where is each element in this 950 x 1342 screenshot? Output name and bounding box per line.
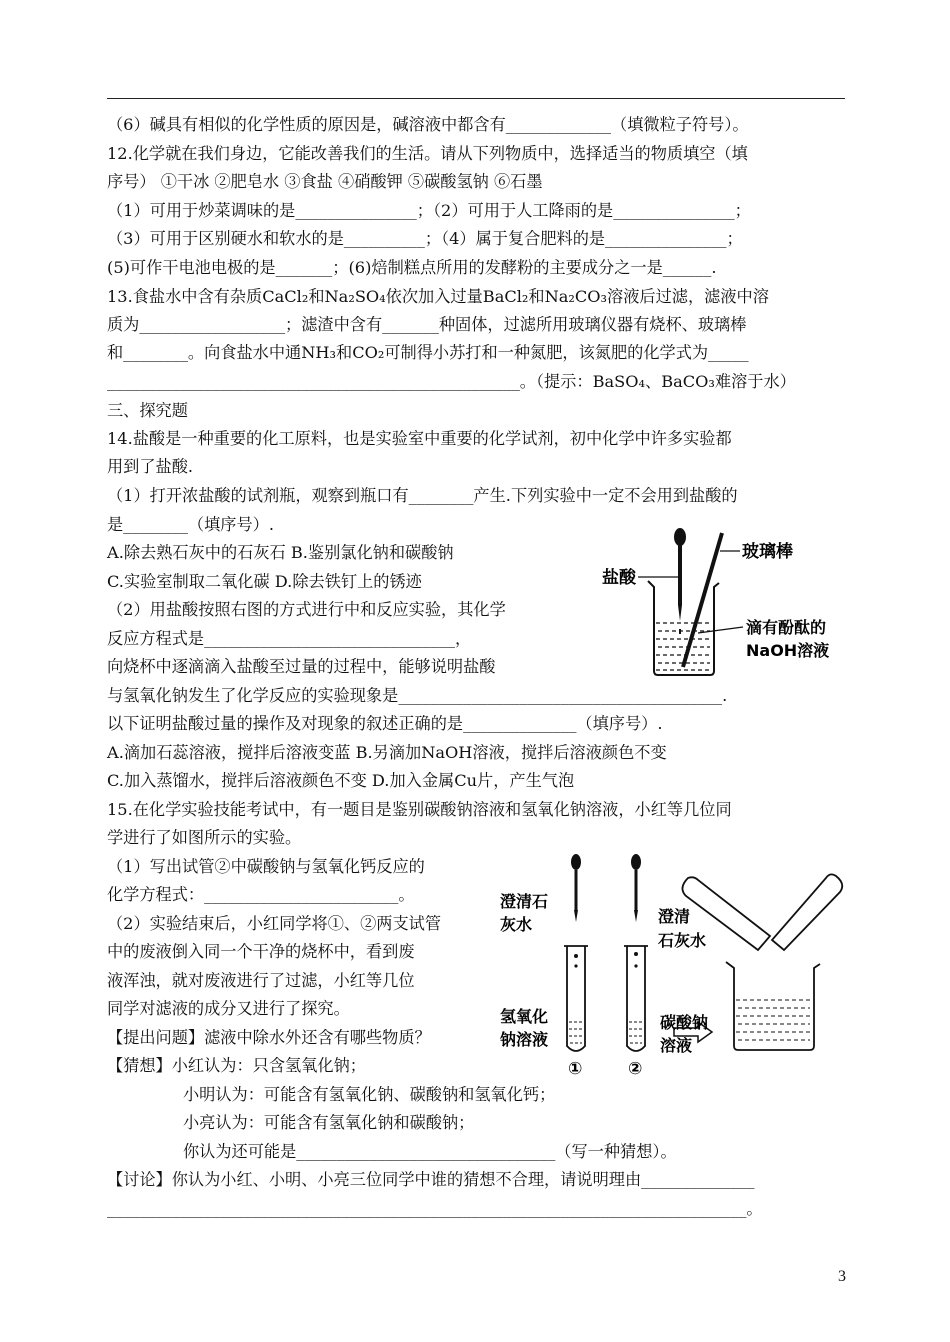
text-line-12: 14.盐酸是一种重要的化工原料，也是实验室中重要的化学试剂，初中化学中许多实验都	[107, 429, 732, 448]
text-line-20: 向烧杯中逐滴滴入盐酸至过量的过程中，能够说明盐酸	[107, 657, 496, 676]
test-tube-2-icon	[624, 946, 648, 1051]
text-line-9: 和________。向食盐水中通NH₃和CO₂可制得小苏打和一种氮肥，该氮肥的化学式为_____	[107, 343, 749, 362]
text-line-22: 以下证明盐酸过量的操作及对现象的叙述正确的是______________（填序号）.	[107, 714, 663, 733]
text-line-21: 与氢氧化钠发生了化学反应的实验现象是________________________________________.	[107, 686, 728, 705]
text-line-5: （3）可用于区别硬水和软水的是__________；（4）属于复合肥料的是_______________；	[107, 229, 743, 248]
text-line-10: ___________________________________________________。（提示：BaSO₄、BaCO₃难溶于水）	[107, 372, 796, 391]
dropper-icon	[674, 528, 686, 634]
text-line-39: _______________________________________________________________________________。	[107, 1199, 763, 1218]
dropper-1-icon	[571, 854, 581, 922]
text-line-2: 12.化学就在我们身边，它能改善我们的生活。请从下列物质中，选择适当的物质填空（填	[107, 144, 748, 163]
page-number: 3	[838, 1268, 846, 1285]
text-line-38: 【讨论】你认为小红、小明、小亮三位同学中谁的猜想不合理，请说明理由______________	[107, 1170, 755, 1189]
text-line-30: 中的废液倒入同一个干净的烧杯中，看到废	[107, 942, 415, 961]
test-tube-figure	[490, 850, 850, 1080]
text-line-31: 液浑浊，就对废液进行了过滤，小红等几位	[107, 971, 415, 990]
text-line-6: (5)可作干电池电极的是_______；(6)焙制糕点所用的发酵粉的主要成分之一是______.	[107, 258, 717, 277]
label-naoh-2: 钠溶液	[500, 1030, 549, 1049]
tilted-tube-right-icon	[772, 874, 842, 950]
text-line-8: 质为__________________；滤渣中含有_______种固体，过滤所用玻璃仪器有烧杯、玻璃棒	[107, 315, 747, 334]
text-line-24: C.加入蒸馏水，搅拌后溶液颜色不变 D.加入金属Cu片，产生气泡	[107, 771, 575, 790]
label-na2co3-2: 溶液	[660, 1036, 693, 1055]
text-line-18: （2）用盐酸按照右图的方式进行中和反应实验，其化学	[107, 600, 506, 619]
text-line-37: 你认为还可能是________________________________（写一种猜想）。	[183, 1142, 677, 1161]
text-line-19: 反应方程式是_______________________________，	[107, 629, 472, 648]
text-line-28: 化学方程式：________________________。	[107, 885, 415, 904]
label-naoh-1: 氢氧化	[500, 1007, 549, 1026]
label-limewater2-2: 石灰水	[658, 931, 707, 950]
tube-2-number: ②	[628, 1059, 643, 1079]
tube-1-number: ①	[568, 1059, 583, 1079]
text-line-16: A.除去熟石灰中的石灰石 B.鉴别氯化钠和碳酸钠	[107, 543, 454, 562]
text-line-33: 【提出问题】滤液中除水外还含有哪些物质？	[107, 1028, 431, 1047]
text-line-17: C.实验室制取二氧化碳 D.除去铁钉上的锈迹	[107, 572, 422, 591]
text-line-34: 【猜想】小红认为：只含氢氧化钠；	[107, 1056, 366, 1075]
label-glass-rod: 玻璃棒	[742, 542, 793, 562]
label-limewater-2: 灰水	[500, 915, 533, 934]
text-line-14: （1）打开浓盐酸的试剂瓶，观察到瓶口有________产生.下列实验中一定不会用到盐酸的	[107, 486, 738, 505]
label-limewater-1: 澄清石	[500, 892, 549, 911]
text-line-15: 是________（填序号）.	[107, 515, 275, 534]
text-line-7: 13.食盐水中含有杂质CaCl₂和Na₂SO₄依次加入过量BaCl₂和Na₂CO₃溶液后过滤，滤液中溶	[107, 287, 769, 306]
neutralization-figure	[598, 525, 848, 685]
text-line-32: 同学对滤液的成分又进行了探究。	[107, 999, 350, 1018]
text-line-1: （6）碱具有相似的化学性质的原因是，碱溶液中都含有_____________（填微粒子符号）。	[107, 115, 749, 134]
section-heading: 三、探究题	[107, 401, 188, 420]
header-rule	[107, 98, 845, 99]
label-acid: 盐酸	[602, 568, 636, 588]
text-line-29: （2）实验结束后，小红同学将①、②两支试管	[107, 914, 442, 933]
label-na2co3-1: 碳酸钠	[660, 1013, 709, 1032]
text-line-35: 小明认为：可能含有氢氧化钠、碳酸钠和氢氧化钙；	[183, 1085, 556, 1104]
text-line-27: （1）写出试管②中碳酸钠与氢氧化钙反应的	[107, 857, 425, 876]
text-line-26: 学进行了如图所示的实验。	[107, 828, 302, 847]
beaker-2-icon	[726, 962, 820, 1050]
text-line-13: 用到了盐酸.	[107, 457, 194, 476]
text-line-4: （1）可用于炒菜调味的是_______________；（2）可用于人工降雨的是_______________；	[107, 201, 751, 220]
text-line-23: A.滴加石蕊溶液，搅拌后溶液变蓝 B.另滴加NaOH溶液，搅拌后溶液颜色不变	[107, 743, 667, 762]
text-line-25: 15.在化学实验技能考试中，有一题目是鉴别碳酸钠溶液和氢氧化钠溶液，小红等几位同	[107, 800, 732, 819]
label-solution-1: 滴有酚酞的	[746, 618, 827, 637]
text-line-3: 序号） ①干冰 ②肥皂水 ③食盐 ④硝酸钾 ⑤碳酸氢钠 ⑥石墨	[107, 172, 543, 191]
dropper-2-icon	[631, 854, 641, 922]
text-line-36: 小亮认为：可能含有氢氧化钠和碳酸钠；	[183, 1113, 475, 1132]
test-tube-1-icon	[564, 946, 588, 1051]
label-solution-2: NaOH溶液	[746, 641, 830, 660]
label-limewater2-1: 澄清	[658, 907, 691, 926]
